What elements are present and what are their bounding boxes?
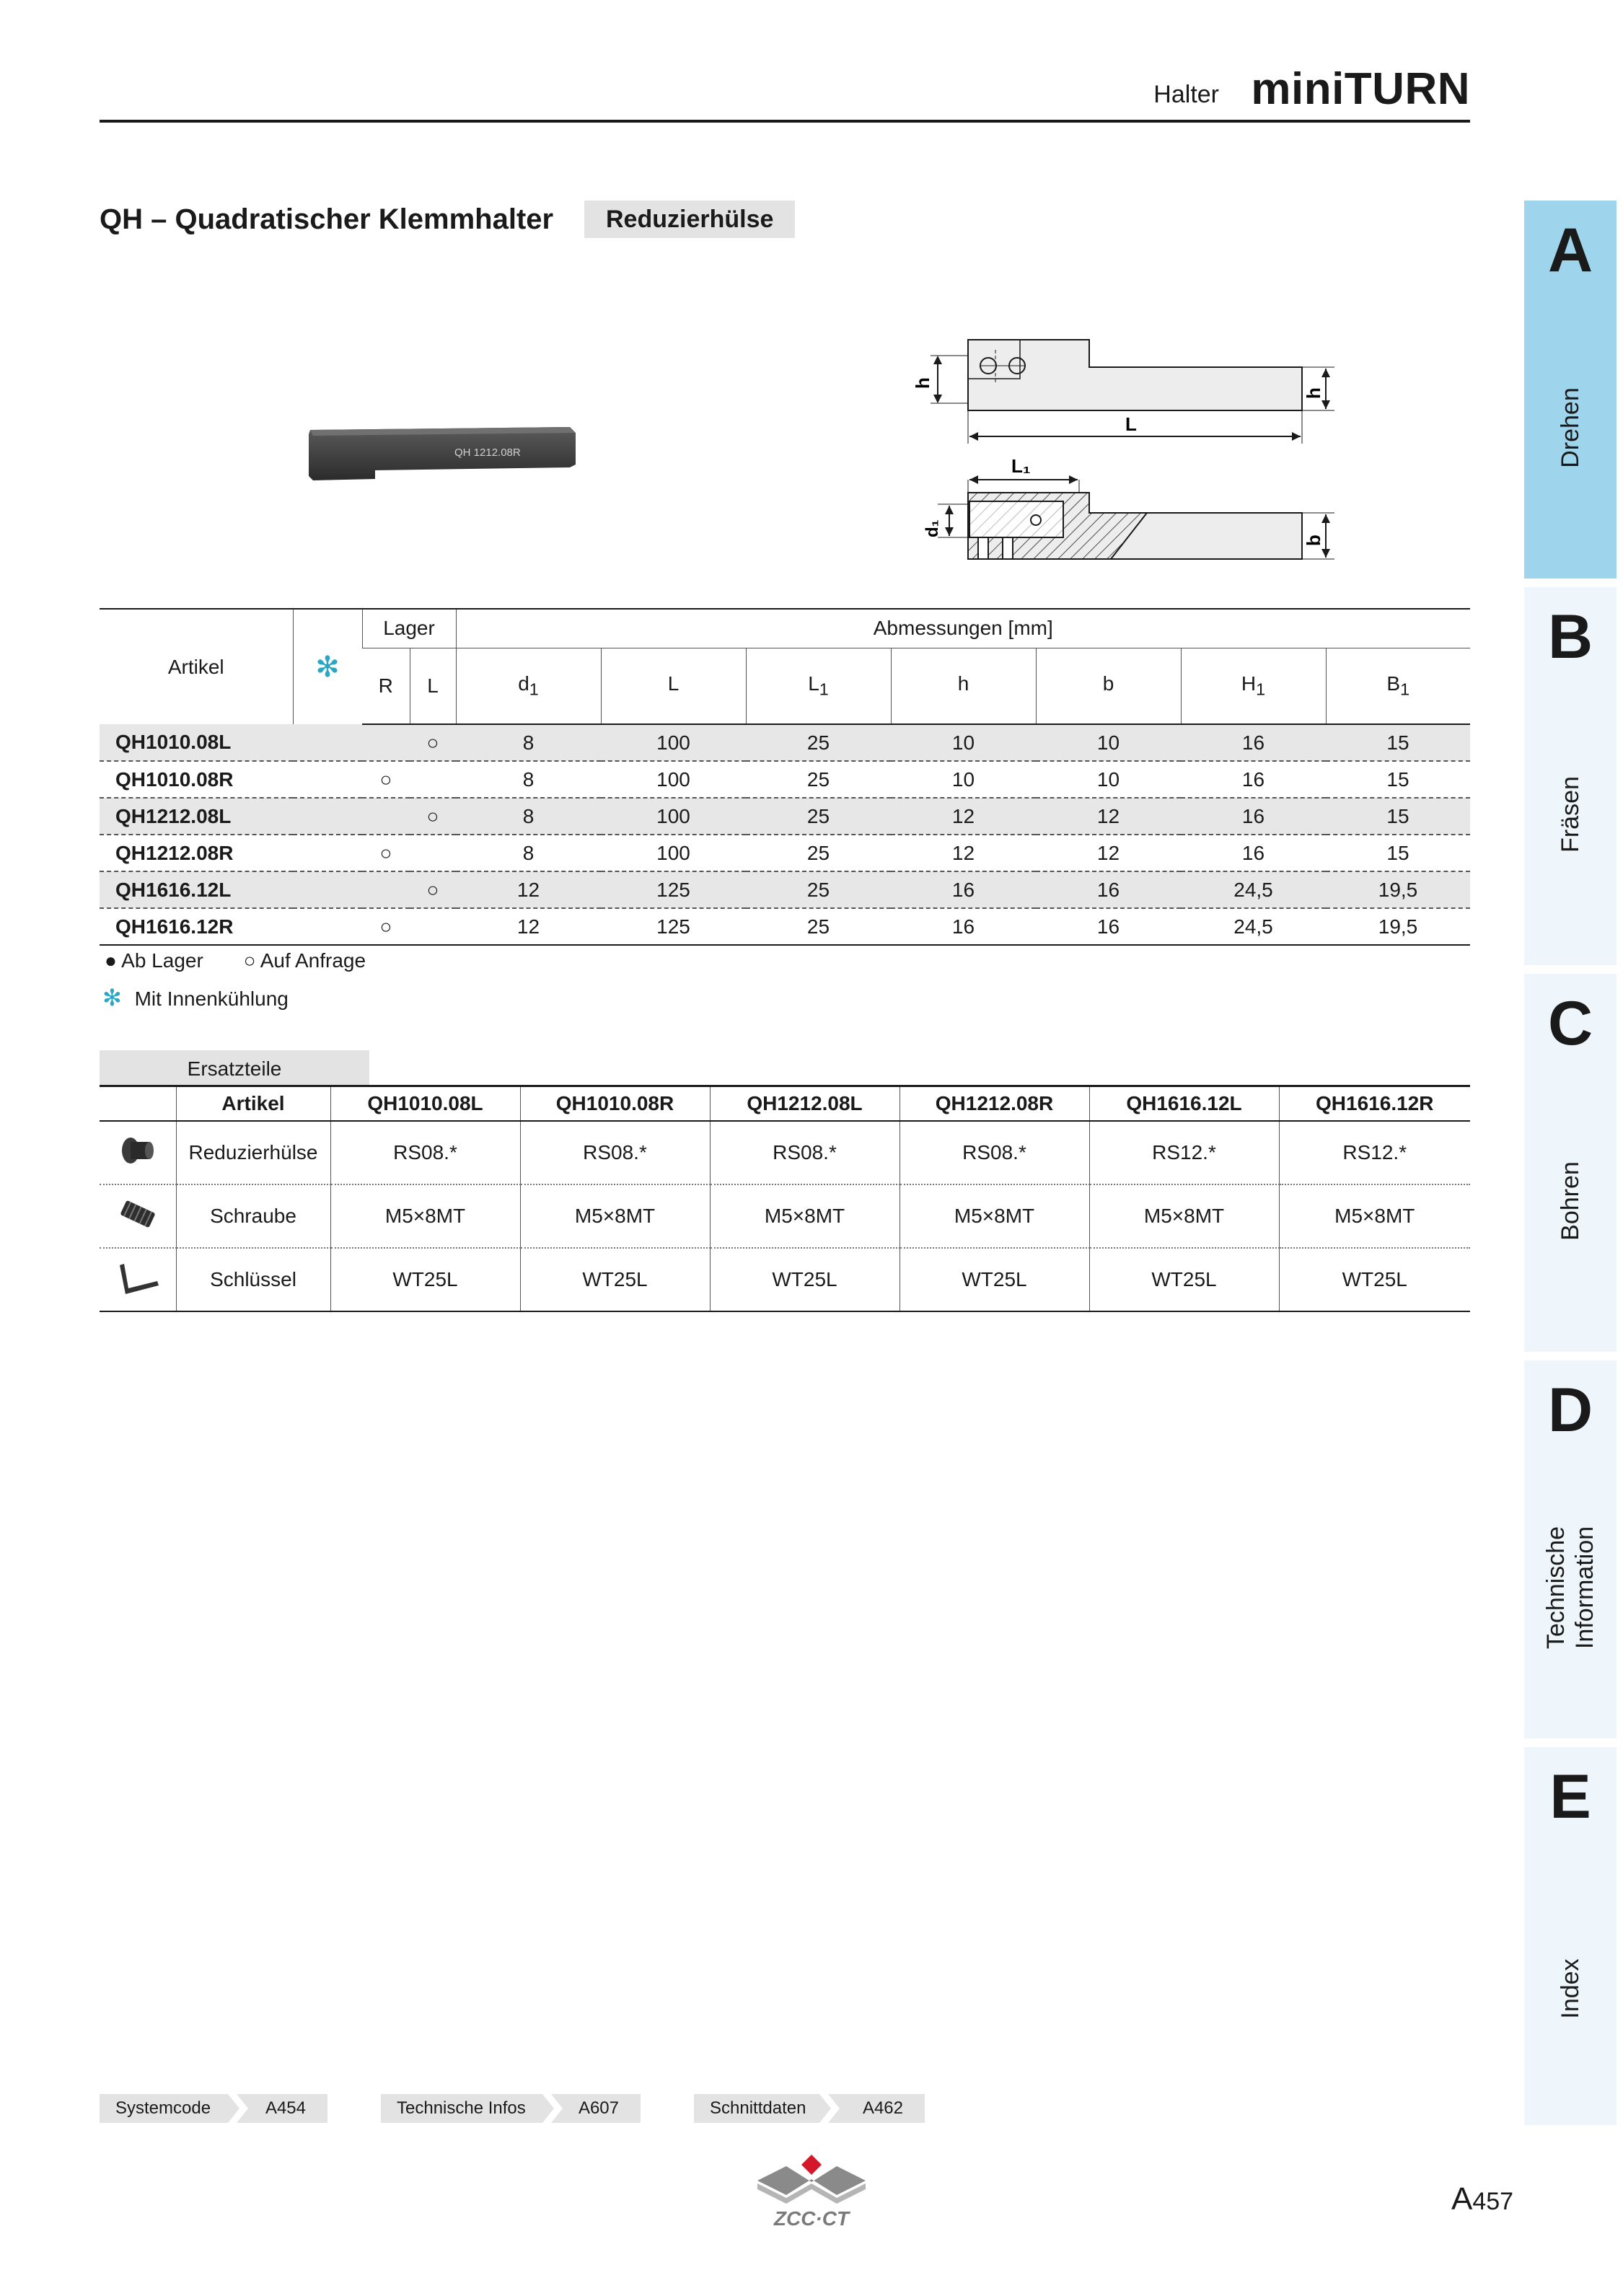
tab-label: Bohren [1557,1161,1584,1241]
cell-l1: 25 [746,761,891,798]
cell-h: 16 [891,871,1036,908]
table-row [100,798,1470,835]
cell-d1: 8 [456,761,601,798]
cell-b: 16 [1036,871,1181,908]
cell-h1: 16 [1181,761,1326,798]
cell-d1: 8 [456,798,601,835]
part-value: M5×8MT [710,1184,900,1248]
cell-l: ○ [410,871,456,908]
svg-text:b: b [1303,535,1324,546]
cell-length: 100 [601,761,746,798]
part-value: WT25L [330,1248,520,1311]
cell-b1: 15 [1326,724,1470,761]
cell-h: 12 [891,835,1036,871]
cell-b: 10 [1036,761,1181,798]
hex-key-icon [100,1248,176,1311]
cell-length: 125 [601,908,746,945]
cell-h1: 24,5 [1181,871,1326,908]
header-rule [100,120,1470,123]
cell-r: ○ [362,908,410,945]
cell-artikel: QH1212.08R [100,835,293,871]
col-artikel: Artikel [176,1086,330,1122]
table-row [100,908,1470,945]
svg-text:L₁: L₁ [1011,455,1031,477]
coolant-icon: ✻ [293,609,362,724]
page-number: A457 [1451,2181,1514,2217]
part-value: WT25L [520,1248,710,1311]
table-row [100,1248,1470,1311]
part-value: WT25L [710,1248,900,1311]
cell-l [410,761,456,798]
tab-letter: A [1547,216,1593,285]
col-b1: $B_1$ [1326,648,1470,724]
cell-length: 100 [601,724,746,761]
nav-page: A454 [265,2098,306,2118]
svg-text:L: L [1125,413,1137,435]
spare-parts-table [100,1085,1470,1312]
cell-l [410,908,456,945]
tab-fraesen[interactable] [1524,587,1617,965]
chevron-right-icon [224,2094,250,2123]
coolant-icon: ✻ [102,985,122,1011]
part-value: WT25L [1089,1248,1279,1311]
tab-label: Fräsen [1557,776,1584,853]
col-lager: Lager [362,609,456,648]
part-name: Reduzierhülse [176,1121,330,1184]
nav-label: Schnittdaten [710,2098,806,2118]
legend-auf-anfrage: ○ Auf Anfrage [243,949,366,972]
cell-artikel: QH1212.08L [100,798,293,835]
cell-l1: 25 [746,835,891,871]
nav-label: Systemcode [115,2098,211,2118]
cell-r [362,871,410,908]
spare-parts-tab: Ersatzteile [100,1050,369,1085]
cell-h1: 16 [1181,798,1326,835]
zcc-ct-logo [750,2153,873,2233]
part-name: Schlüssel [176,1248,330,1311]
page-title: QH – Quadratischer Klemmhalter [100,203,554,235]
tab-letter: D [1547,1376,1593,1445]
title-tag: Reduzierhülse [584,201,795,238]
photo-engraving: QH 1212.08R [454,447,521,459]
article-table [100,608,1470,946]
header-brand: miniTURN [1251,64,1470,114]
cell-artikel: QH1616.12R [100,908,293,945]
cell-b1: 15 [1326,835,1470,871]
table-row [100,1184,1470,1248]
col-abmessungen: Abmessungen [mm] [456,609,1470,648]
part-name: Schraube [176,1184,330,1248]
cell-artikel: QH1010.08L [100,724,293,761]
table-row [100,761,1470,798]
cell-h: 10 [891,761,1036,798]
cell-h1: 16 [1181,835,1326,871]
part-value: RS12.* [1279,1121,1470,1184]
col-b: b [1036,648,1181,724]
cell-b: 10 [1036,724,1181,761]
table-row [100,724,1470,761]
cell-b1: 19,5 [1326,908,1470,945]
col-qh1616-12l: QH1616.12L [1089,1086,1279,1122]
col-length: L [601,648,746,724]
cell-b1: 19,5 [1326,871,1470,908]
cell-l1: 25 [746,908,891,945]
cell-h1: 24,5 [1181,908,1326,945]
svg-text:h: h [912,377,933,389]
nav-page: A607 [578,2098,619,2118]
nav-schnittdaten[interactable] [694,2094,925,2123]
technical-drawing [909,328,1342,573]
legend-stock [105,949,366,972]
part-value: WT25L [1279,1248,1470,1311]
part-value: WT25L [900,1248,1089,1311]
cell-r [362,798,410,835]
cell-h1: 16 [1181,724,1326,761]
legend-coolant-text: Mit Innenkühlung [134,988,289,1010]
cell-l1: 25 [746,871,891,908]
svg-text:ZCC·CT: ZCC·CT [773,2207,850,2230]
reducing-sleeve-icon [100,1121,176,1184]
cell-l: ○ [410,798,456,835]
table-row [100,835,1470,871]
legend-ab-lager: ● Ab Lager [105,949,203,972]
tab-letter: C [1547,989,1593,1058]
cell-h: 16 [891,908,1036,945]
part-value: RS08.* [900,1121,1089,1184]
part-value: M5×8MT [900,1184,1089,1248]
part-value: RS12.* [1089,1121,1279,1184]
part-value: RS08.* [710,1121,900,1184]
col-qh1616-12r: QH1616.12R [1279,1086,1470,1122]
cell-artikel: QH1010.08R [100,761,293,798]
cell-length: 100 [601,798,746,835]
svg-text:d₁: d₁ [923,519,942,537]
cell-l [410,835,456,871]
cell-r: ○ [362,835,410,871]
header-category: Halter [1153,81,1219,108]
part-value: M5×8MT [1279,1184,1470,1248]
col-artikel: Artikel [100,609,293,724]
tab-drehen[interactable] [1524,201,1617,579]
cell-r: ○ [362,761,410,798]
product-photo [303,418,577,491]
tab-bohren[interactable] [1524,974,1617,1352]
cell-b: 12 [1036,798,1181,835]
chevron-right-icon [815,2094,841,2123]
col-l1: $L_1$ [746,648,891,724]
cell-l1: 25 [746,724,891,761]
table-row [100,1121,1470,1184]
part-value: M5×8MT [1089,1184,1279,1248]
part-value: RS08.* [520,1121,710,1184]
col-qh1212-08r: QH1212.08R [900,1086,1089,1122]
cell-d1: 8 [456,835,601,871]
cell-l1: 25 [746,798,891,835]
cell-b: 12 [1036,835,1181,871]
col-h: h [891,648,1036,724]
cell-b1: 15 [1326,761,1470,798]
nav-systemcode[interactable] [100,2094,327,2123]
table-row [100,871,1470,908]
col-r: R [362,648,410,724]
cell-h: 10 [891,724,1036,761]
cell-length: 125 [601,871,746,908]
legend-coolant [102,984,289,1011]
chevron-right-icon [538,2094,564,2123]
cell-b: 16 [1036,908,1181,945]
part-value: M5×8MT [520,1184,710,1248]
tab-technische-information[interactable] [1524,1360,1617,1738]
cell-d1: 12 [456,908,601,945]
col-l: L [410,648,456,724]
cell-artikel: QH1616.12L [100,871,293,908]
svg-text:h: h [1303,387,1324,399]
cell-length: 100 [601,835,746,871]
cell-d1: 12 [456,871,601,908]
tab-letter: B [1547,602,1593,672]
col-qh1010-08l: QH1010.08L [330,1086,520,1122]
col-qh1010-08r: QH1010.08R [520,1086,710,1122]
cell-r [362,724,410,761]
screw-icon [100,1184,176,1248]
part-value: M5×8MT [330,1184,520,1248]
nav-technische-infos[interactable] [381,2094,641,2123]
tab-label: Index [1557,1958,1584,2019]
cell-d1: 8 [456,724,601,761]
tab-index[interactable] [1524,1747,1617,2125]
col-d1: $d_1$ [456,648,601,724]
nav-page: A462 [862,2098,903,2118]
tab-label: Drehen [1557,387,1584,468]
col-h1: $H_1$ [1181,648,1326,724]
tab-letter: E [1549,1762,1591,1831]
cell-l: ○ [410,724,456,761]
tab-label: Technische Information [1542,1526,1598,1650]
part-value: RS08.* [330,1121,520,1184]
nav-label: Technische Infos [397,2098,526,2118]
cell-h: 12 [891,798,1036,835]
col-qh1212-08l: QH1212.08L [710,1086,900,1122]
cell-b1: 15 [1326,798,1470,835]
